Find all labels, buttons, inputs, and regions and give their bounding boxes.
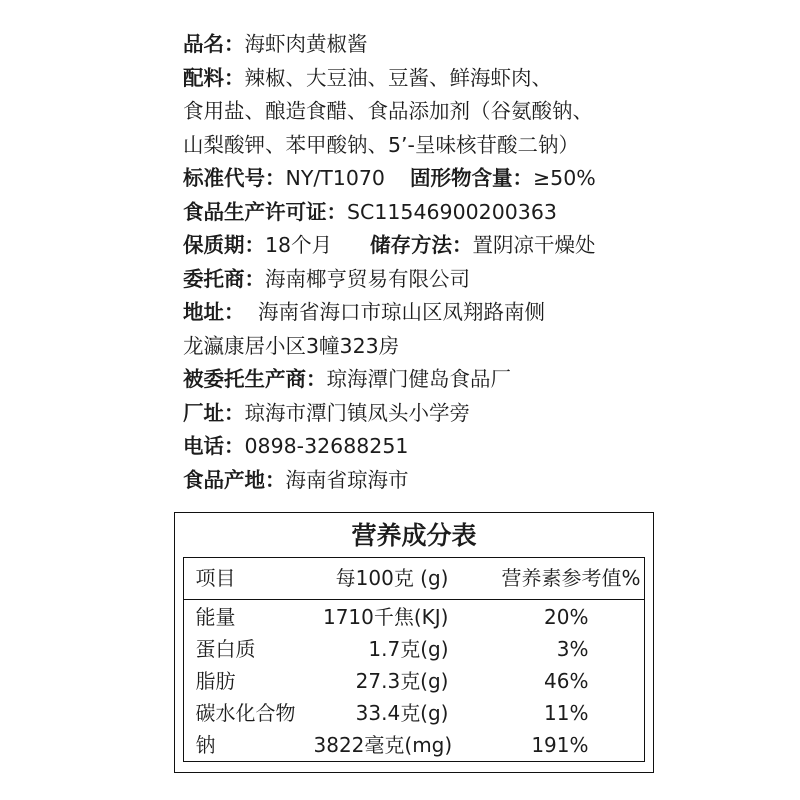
table-row xyxy=(184,665,644,697)
product-name-value: 海虾肉黄椒酱 xyxy=(244,32,368,56)
table-row xyxy=(184,633,644,665)
column-header-item: 项目 xyxy=(195,565,236,590)
nutrient-amount: 1.7克(g) xyxy=(368,636,449,661)
production-license-line xyxy=(183,196,653,230)
nutrient-nrv: 46% xyxy=(544,668,589,693)
production-license-label: 食品生产许可证： xyxy=(183,199,347,224)
nutrient-amount: 1710千焦(KJ) xyxy=(322,604,449,629)
manufacturer-label: 被委托生产商： xyxy=(183,367,327,391)
solids-content-label: 固形物含量： xyxy=(410,166,533,190)
nutrition-facts-title: 营养成分表 xyxy=(351,521,477,550)
nutrient-amount: 3822毫克(mg) xyxy=(313,732,453,757)
nutrition-table-header xyxy=(184,558,644,600)
nutrient-name: 碳水化合物 xyxy=(195,700,296,725)
nutrient-nrv: 20% xyxy=(544,604,589,629)
standard-code-label: 标准代号： xyxy=(183,166,286,190)
entrusting-company-line xyxy=(183,263,653,297)
phone-label: 电话： xyxy=(183,434,245,458)
factory-address-value: 琼海市潭门镇凤头小学旁 xyxy=(244,400,470,425)
ingredients-line-3 xyxy=(183,129,653,163)
nutrition-table xyxy=(183,557,645,762)
address-label: 地址： xyxy=(183,300,245,324)
shelf-life-line xyxy=(183,229,653,263)
factory-address-line xyxy=(183,397,653,431)
table-row xyxy=(184,729,644,761)
ingredients-label: 配料： xyxy=(183,65,245,90)
nutrient-amount: 33.4克(g) xyxy=(355,700,449,725)
origin-value: 海南省琼海市 xyxy=(285,467,409,492)
entrusting-company-label: 委托商： xyxy=(183,266,265,291)
manufacturer-line xyxy=(183,363,653,397)
nutrient-amount: 27.3克(g) xyxy=(355,668,449,693)
table-row xyxy=(184,601,644,633)
nutrition-facts-panel xyxy=(174,512,654,773)
storage-method-label: 储存方法： xyxy=(370,233,473,257)
nutrient-name: 蛋白质 xyxy=(195,636,256,661)
nutrient-nrv: 11% xyxy=(544,700,589,725)
product-name-line xyxy=(183,28,653,62)
ingredients-line-1 xyxy=(183,62,653,96)
nutrient-nrv: 191% xyxy=(531,732,589,757)
storage-method-value: 置阴凉干燥处 xyxy=(472,233,596,257)
nutrient-nrv: 3% xyxy=(556,636,589,661)
address-line-1 xyxy=(183,296,653,330)
address-text: 海南省海口市琼山区凤翔路南侧 xyxy=(258,300,545,324)
shelf-life-label: 保质期： xyxy=(183,233,265,257)
ingredients-text: 食用盐、酿造食醋、食品添加剂（谷氨酸钠、 xyxy=(183,99,593,123)
shelf-life-value: 18个月 xyxy=(265,233,333,257)
phone-line xyxy=(183,430,653,464)
solids-content-value: ≥50% xyxy=(533,166,596,190)
storage-method-field xyxy=(370,229,596,263)
column-header-nrv: 营养素参考值% xyxy=(501,565,641,590)
phone-value: 0898-32688251 xyxy=(244,434,409,458)
standard-code-line xyxy=(183,162,653,196)
entrusting-company-value: 海南椰亨贸易有限公司 xyxy=(265,266,470,291)
factory-address-label: 厂址： xyxy=(183,400,245,425)
production-license-value: SC11546900200363 xyxy=(347,199,557,224)
ingredients-text: 山梨酸钾、苯甲酸钠、5’-呈味核苷酸二钠） xyxy=(183,132,579,157)
product-info-block xyxy=(183,28,653,497)
column-header-per-100g: 每100克 (g) xyxy=(335,565,449,590)
address-line-2 xyxy=(183,330,653,364)
nutrient-name: 脂肪 xyxy=(195,668,236,693)
manufacturer-value: 琼海潭门健岛食品厂 xyxy=(326,367,511,391)
nutrient-name: 钠 xyxy=(195,732,216,757)
nutrition-table-body xyxy=(184,601,644,761)
ingredients-text: 辣椒、大豆油、豆酱、鲜海虾肉、 xyxy=(244,65,552,90)
table-row xyxy=(184,697,644,729)
origin-line xyxy=(183,464,653,498)
product-name-label: 品名： xyxy=(183,32,245,56)
solids-content-field xyxy=(410,162,596,196)
ingredients-line-2 xyxy=(183,95,653,129)
origin-label: 食品产地： xyxy=(183,467,286,492)
nutrient-name: 能量 xyxy=(195,604,236,629)
address-text: 龙瀛康居小区3幢323房 xyxy=(183,333,400,358)
standard-code-value: NY/T1070 xyxy=(285,166,385,190)
